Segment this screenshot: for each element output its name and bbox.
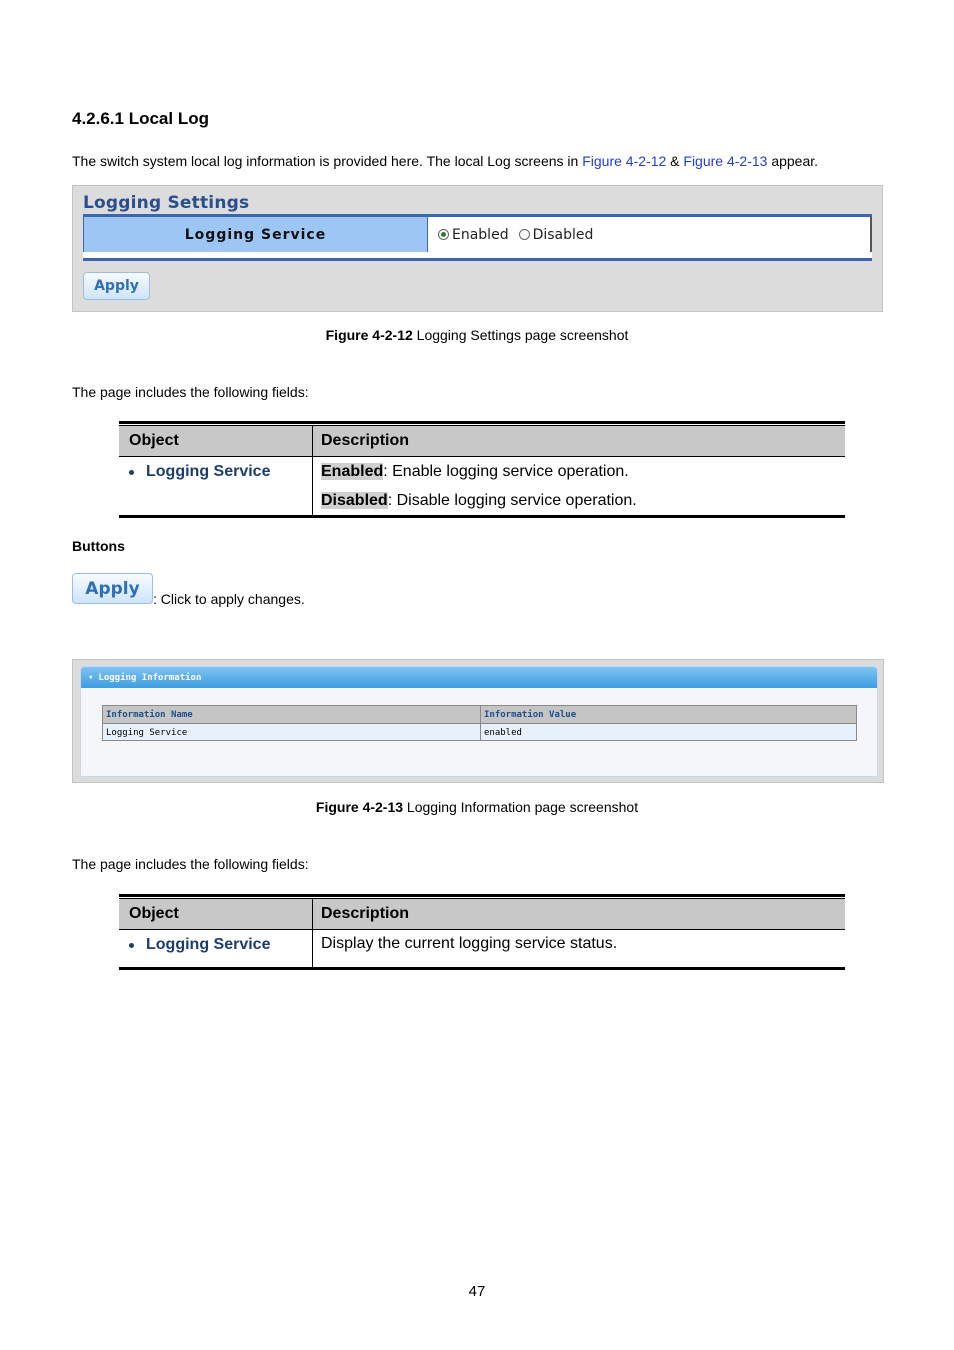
disabled-keyword: Disabled <box>321 492 388 509</box>
table-row <box>119 930 845 967</box>
object-item <box>129 936 312 954</box>
apply-button[interactable]: Apply <box>83 272 150 300</box>
enabled-description: : Enable logging service operation. <box>383 463 629 480</box>
description-cell: Display the current logging service status. <box>321 935 618 952</box>
header-description: Description <box>321 905 410 922</box>
fields-table-1 <box>119 421 845 518</box>
header-information-value: Information Value <box>484 709 577 720</box>
fields-table-2 <box>119 894 845 970</box>
table-header-row <box>119 898 845 930</box>
fields-intro-1: The page includes the following fields: <box>72 384 309 400</box>
header-description: Description <box>321 432 410 449</box>
info-value-cell: enabled <box>484 727 522 738</box>
logging-settings-title: Logging Settings <box>83 193 250 213</box>
logging-information-screenshot <box>72 659 884 783</box>
intro-text-after: appear. <box>767 153 819 169</box>
logging-information-body <box>81 688 877 776</box>
object-cell <box>119 930 313 967</box>
enabled-radio-label: Enabled <box>452 226 509 243</box>
figure-4-2-13-caption <box>0 799 954 815</box>
enabled-radio-icon[interactable] <box>438 229 449 240</box>
logging-information-titlebar[interactable] <box>81 667 877 688</box>
disabled-description: : Disable logging service operation. <box>387 492 637 509</box>
table-row <box>119 457 845 515</box>
caption-text: Logging Settings page screenshot <box>412 327 629 343</box>
object-name: Logging Service <box>146 936 271 953</box>
fields-intro-2: The page includes the following fields: <box>72 856 309 872</box>
apply-button-example[interactable]: Apply <box>72 573 153 604</box>
logging-settings-table <box>83 214 872 261</box>
logging-information-panel <box>80 666 878 777</box>
figure-4-2-12-link[interactable]: Figure 4-2-12 <box>582 153 667 169</box>
figure-4-2-12-caption <box>0 327 954 343</box>
intro-text-before: The switch system local log information is provided here. The local Log screens in <box>72 153 583 169</box>
bullet-icon <box>129 470 134 475</box>
section-heading: 4.2.6.1 Local Log <box>72 109 209 128</box>
caption-text: Logging Information page screenshot <box>403 799 639 815</box>
info-name-cell: Logging Service <box>103 724 481 741</box>
caption-figure-number: Figure 4-2-12 <box>325 327 413 343</box>
header-object: Object <box>119 899 313 929</box>
logging-service-options <box>428 217 872 252</box>
bullet-icon <box>129 943 134 948</box>
disabled-radio-label: Disabled <box>532 226 594 243</box>
description-line-disabled <box>321 486 845 515</box>
logging-settings-screenshot <box>72 185 883 312</box>
info-table-header <box>103 706 856 724</box>
disabled-radio-option[interactable] <box>519 227 594 243</box>
logging-service-label: Logging Service <box>83 217 428 252</box>
logging-information-title: Logging Information <box>98 672 202 683</box>
header-object: Object <box>119 426 313 456</box>
figure-4-2-13-link[interactable]: Figure 4-2-13 <box>683 153 768 169</box>
object-cell <box>119 457 313 515</box>
intro-text-mid: & <box>666 153 684 169</box>
apply-description: : Click to apply changes. <box>153 591 305 607</box>
logging-information-table <box>102 705 857 741</box>
intro-paragraph <box>72 153 818 169</box>
enabled-radio-option[interactable] <box>438 227 509 243</box>
header-information-name: Information Name <box>103 706 481 723</box>
page-number: 47 <box>468 1283 486 1300</box>
object-item <box>129 463 312 481</box>
buttons-heading: Buttons <box>72 538 125 554</box>
collapse-arrow-icon[interactable]: ▾ <box>88 672 94 683</box>
caption-figure-number: Figure 4-2-13 <box>315 799 404 815</box>
enabled-keyword: Enabled <box>321 463 384 480</box>
description-cell <box>313 451 845 515</box>
disabled-radio-icon[interactable] <box>519 229 530 240</box>
description-line-enabled <box>321 457 845 486</box>
object-name: Logging Service <box>146 463 271 480</box>
table-row <box>103 724 856 741</box>
